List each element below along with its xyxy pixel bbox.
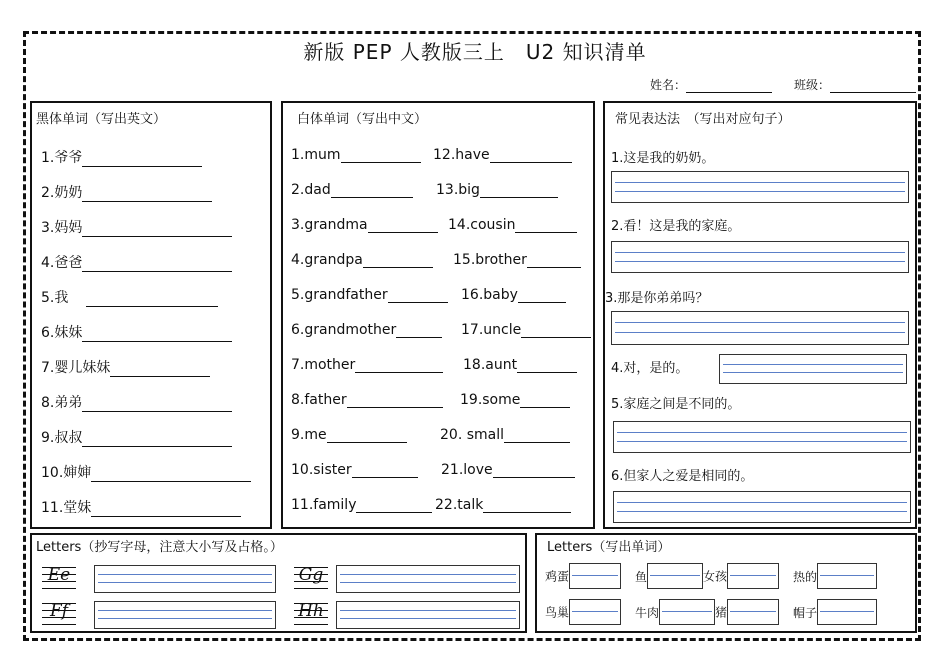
- answer-blank[interactable]: [91, 501, 241, 517]
- letter-writing-box[interactable]: [94, 565, 276, 593]
- sentence-writing-box[interactable]: [613, 491, 911, 523]
- letter-sample: [42, 597, 76, 627]
- answer-blank[interactable]: [352, 462, 418, 478]
- answer-blank[interactable]: [82, 326, 232, 342]
- bold-word-label: 6.妹妹: [41, 325, 83, 341]
- plain-word-label: 16.baby: [461, 287, 518, 303]
- plain-word-right-item: [463, 357, 577, 373]
- letters-words-box: [535, 533, 917, 633]
- letter-glyph-text: Ff: [49, 601, 69, 621]
- word-prompt: 鸡蛋: [545, 569, 570, 584]
- plain-word-left-item: [291, 357, 443, 373]
- bold-word-item: [41, 217, 232, 237]
- bold-word-item: [41, 182, 212, 202]
- bold-word-item: [41, 392, 232, 412]
- letter-writing-box[interactable]: [94, 601, 276, 629]
- name-class-bar: [650, 76, 916, 93]
- answer-blank[interactable]: [363, 252, 433, 268]
- answer-blank[interactable]: [110, 361, 210, 377]
- plain-word-right-item: [461, 322, 591, 338]
- answer-blank[interactable]: [82, 431, 232, 447]
- bold-word-item: [41, 357, 210, 377]
- expression-prompt: 6.但家人之爱是相同的。: [611, 469, 754, 484]
- plain-word-label: 10.sister: [291, 462, 352, 478]
- plain-word-right-item: [433, 147, 572, 163]
- plain-word-left-item: [291, 287, 448, 303]
- answer-blank[interactable]: [82, 396, 232, 412]
- expressions-heading: 常见表达法 （写出对应句子）: [615, 112, 791, 127]
- plain-words-box: [281, 101, 595, 529]
- word-prompt: 猪: [715, 605, 728, 620]
- plain-word-label: 7.mother: [291, 357, 356, 373]
- sentence-writing-box[interactable]: [719, 354, 907, 384]
- word-writing-box[interactable]: [727, 599, 779, 625]
- plain-word-left-item: [291, 182, 413, 198]
- plain-word-right-item: [453, 252, 581, 268]
- answer-blank[interactable]: [517, 357, 577, 373]
- plain-word-label: 14.cousin: [448, 217, 516, 233]
- bold-word-label: 4.爸爸: [41, 255, 83, 271]
- bold-words-heading: 黑体单词（写出英文）: [36, 112, 167, 127]
- plain-word-label: 9.me: [291, 427, 327, 443]
- expressions-box: [603, 101, 917, 529]
- answer-blank[interactable]: [518, 287, 566, 303]
- plain-word-left-item: [291, 147, 421, 163]
- plain-word-left-item: [291, 497, 432, 513]
- answer-blank[interactable]: [341, 147, 421, 163]
- answer-blank[interactable]: [82, 186, 212, 202]
- bold-word-item: [41, 427, 232, 447]
- plain-word-right-item: [440, 427, 570, 443]
- letter-glyph-text: Gg: [298, 565, 324, 585]
- word-prompt: 鸟巢: [545, 605, 570, 620]
- answer-blank[interactable]: [86, 291, 218, 307]
- bold-word-label: 1.爷爷: [41, 150, 83, 166]
- class-label: 班级：: [793, 78, 830, 92]
- answer-blank[interactable]: [515, 217, 577, 233]
- plain-word-label: 19.some: [460, 392, 521, 408]
- expression-prompt: 4.对，是的。: [611, 361, 689, 376]
- expression-prompt: 3.那是你弟弟吗？: [605, 291, 709, 306]
- answer-blank[interactable]: [327, 427, 407, 443]
- answer-blank[interactable]: [347, 392, 443, 408]
- word-prompt: 帽子: [793, 605, 818, 620]
- name-label: 姓名：: [649, 78, 686, 92]
- sentence-writing-box[interactable]: [611, 241, 909, 273]
- letter-glyph-text: Ee: [47, 565, 71, 585]
- answer-blank[interactable]: [490, 147, 572, 163]
- answer-blank[interactable]: [480, 182, 558, 198]
- bold-word-item: [41, 287, 218, 307]
- bold-word-label: 2.奶奶: [41, 185, 83, 201]
- sentence-writing-box[interactable]: [613, 421, 911, 453]
- word-prompt: 热的: [793, 569, 818, 584]
- plain-word-label: 21.love: [441, 462, 493, 478]
- plain-word-label: 1.mum: [291, 147, 341, 163]
- plain-word-right-item: [448, 217, 577, 233]
- bold-word-item: [41, 252, 232, 272]
- plain-word-label: 17.uncle: [461, 322, 522, 338]
- word-prompt: 女孩: [703, 569, 728, 584]
- answer-blank[interactable]: [521, 322, 591, 338]
- answer-blank[interactable]: [356, 497, 432, 513]
- plain-word-label: 2.dad: [291, 182, 331, 198]
- plain-word-label: 15.brother: [453, 252, 527, 268]
- plain-word-label: 20. small: [440, 427, 505, 443]
- bold-word-label: 9.叔叔: [41, 430, 83, 446]
- plain-word-label: 3.grandma: [291, 217, 368, 233]
- answer-blank[interactable]: [91, 466, 251, 482]
- expression-prompt: 2.看！这是我的家庭。: [611, 219, 741, 234]
- plain-word-label: 11.family: [291, 497, 357, 513]
- letter-sample: [42, 561, 76, 591]
- letter-sample: [294, 561, 328, 591]
- plain-words-heading: 白体单词（写出中文）: [297, 112, 428, 127]
- answer-blank[interactable]: [504, 427, 570, 443]
- plain-word-label: 6.grandmother: [291, 322, 397, 338]
- word-row: [545, 563, 877, 589]
- word-prompt: 鱼: [635, 569, 648, 584]
- guide-line: [294, 624, 328, 625]
- bold-word-label: 8.弟弟: [41, 395, 83, 411]
- class-field[interactable]: [794, 76, 916, 93]
- bold-word-label: 7.婴儿妹妹: [41, 360, 111, 376]
- letters-copy-box: [30, 533, 527, 633]
- plain-word-label: 8.father: [291, 392, 347, 408]
- answer-blank[interactable]: [396, 322, 442, 338]
- guide-line: [294, 588, 328, 589]
- bold-words-box: [30, 101, 272, 529]
- plain-word-label: 5.grandfather: [291, 287, 388, 303]
- guide-line: [42, 624, 76, 625]
- letters-words-heading: Letters（写出单词）: [547, 540, 671, 555]
- answer-blank[interactable]: [493, 462, 575, 478]
- bold-word-item: [41, 147, 202, 167]
- answer-blank[interactable]: [331, 182, 413, 198]
- bold-word-label: 10.婶婶: [41, 465, 92, 481]
- guide-line: [42, 588, 76, 589]
- bold-word-label: 5.我: [41, 290, 69, 306]
- plain-word-left-item: [291, 217, 438, 233]
- word-row: [545, 599, 877, 625]
- answer-blank[interactable]: [520, 392, 570, 408]
- bold-word-item: [41, 497, 241, 517]
- plain-word-label: 12.have: [433, 147, 490, 163]
- bold-word-label: 3.妈妈: [41, 220, 83, 236]
- answer-blank[interactable]: [483, 497, 571, 513]
- word-writing-box[interactable]: [817, 563, 877, 589]
- expression-prompt: 1.这是我的奶奶。: [611, 151, 715, 166]
- letter-glyph-text: Hh: [298, 601, 324, 621]
- answer-blank[interactable]: [368, 217, 438, 233]
- word-writing-box[interactable]: [647, 563, 703, 589]
- plain-word-left-item: [291, 252, 433, 268]
- sentence-writing-box[interactable]: [611, 171, 909, 203]
- plain-word-label: 22.talk: [435, 497, 484, 513]
- plain-word-left-item: [291, 322, 442, 338]
- bold-word-item: [41, 462, 251, 482]
- letters-copy-heading: Letters（抄写字母，注意大小写及占格。）: [36, 540, 283, 555]
- plain-word-right-item: [461, 287, 566, 303]
- answer-blank[interactable]: [355, 357, 443, 373]
- answer-blank[interactable]: [82, 221, 232, 237]
- plain-word-label: 4.grandpa: [291, 252, 363, 268]
- page-title: 新版 PEP 人教版三上 U2 知识清单: [303, 40, 647, 64]
- bold-word-item: [41, 322, 232, 342]
- word-writing-box[interactable]: [569, 563, 621, 589]
- answer-blank[interactable]: [527, 252, 581, 268]
- letter-writing-box[interactable]: [336, 601, 520, 629]
- answer-blank[interactable]: [82, 151, 202, 167]
- answer-blank[interactable]: [82, 256, 232, 272]
- plain-word-label: 18.aunt: [463, 357, 518, 373]
- plain-word-label: 13.big: [436, 182, 480, 198]
- expression-prompt: 5.家庭之间是不同的。: [611, 397, 741, 412]
- bold-word-label: 11.堂妹: [41, 500, 92, 516]
- plain-word-right-item: [436, 182, 558, 198]
- word-writing-box[interactable]: [817, 599, 877, 625]
- plain-word-right-item: [460, 392, 570, 408]
- word-writing-box[interactable]: [727, 563, 779, 589]
- plain-word-left-item: [291, 427, 407, 443]
- word-prompt: 牛肉: [635, 605, 660, 620]
- sentence-writing-box[interactable]: [611, 311, 909, 345]
- letter-writing-box[interactable]: [336, 565, 520, 593]
- word-writing-box[interactable]: [569, 599, 621, 625]
- answer-blank[interactable]: [388, 287, 448, 303]
- plain-word-right-item: [435, 497, 571, 513]
- name-field[interactable]: [650, 76, 772, 93]
- letter-sample: [294, 597, 328, 627]
- plain-word-left-item: [291, 392, 443, 408]
- plain-word-right-item: [441, 462, 575, 478]
- word-writing-box[interactable]: [659, 599, 715, 625]
- plain-word-left-item: [291, 462, 418, 478]
